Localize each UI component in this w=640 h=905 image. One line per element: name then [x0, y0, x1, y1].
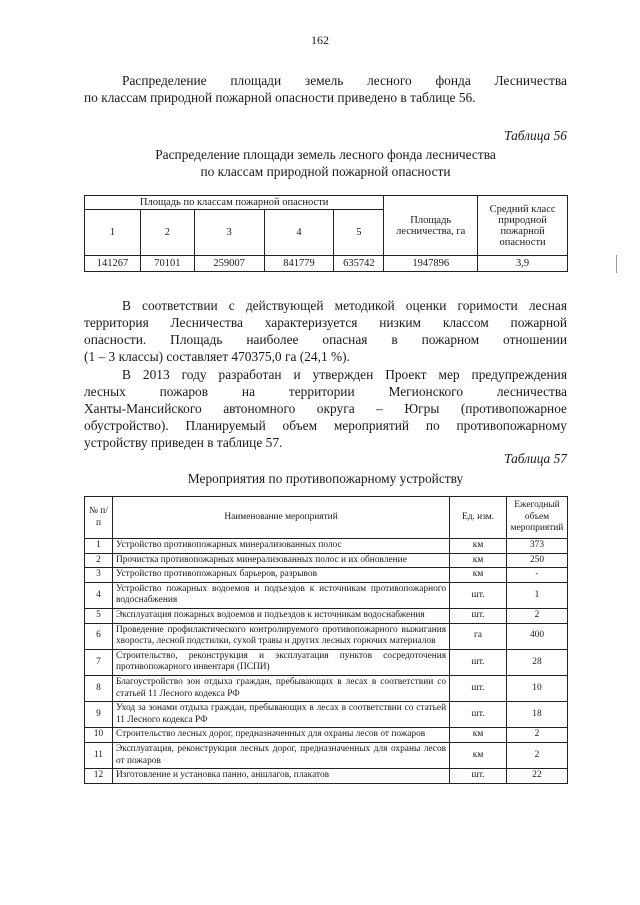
row-unit: шт.	[450, 649, 507, 675]
margin-mark	[616, 255, 617, 273]
row-name: Уход за зонами отдыха граждан, пребывающих в лесах в соответствии со статьей 11 Лесного кодекса РФ	[112, 702, 449, 728]
paragraph-3	[84, 366, 567, 451]
table-cell: 635742	[334, 256, 384, 272]
row-volume: 373	[506, 539, 567, 554]
row-volume: 250	[506, 553, 567, 568]
row-unit: шт.	[450, 702, 507, 728]
table57-name-header: Наименование мероприятий	[112, 497, 449, 539]
row-volume: 10	[506, 675, 567, 701]
row-volume: 28	[506, 649, 567, 675]
table-cell: 3,9	[478, 256, 568, 272]
para2-line-3: опасности. Площадь наиболее опасная в пожарном отношении	[84, 332, 567, 347]
table56-title	[84, 146, 567, 180]
table56-class-header: 2	[140, 210, 194, 256]
table56-class-header: 1	[85, 210, 141, 256]
intro-line-1: Распределение площади земель лесного фонда Лесничества	[122, 73, 567, 88]
table56-title-line-2: по классам природной пожарной опасности	[200, 164, 451, 179]
row-volume: 400	[506, 623, 567, 649]
para3-line-2: лесных пожаров на территории Мегионского лесничества	[84, 384, 567, 399]
row-unit: км	[450, 728, 507, 743]
table-row	[85, 539, 568, 554]
row-unit: га	[450, 623, 507, 649]
table-row	[85, 568, 568, 583]
row-name: Благоустройство зон отдыха граждан, пребывающих в лесах в соответствии со статьей 11 Лесного кодекса РФ	[112, 675, 449, 701]
table56-class-header: 3	[194, 210, 264, 256]
row-number: 4	[85, 582, 113, 608]
table-row	[85, 742, 568, 768]
table-57	[84, 496, 568, 784]
table-cell: 841779	[264, 256, 334, 272]
table57-caption: Таблица 57	[504, 451, 567, 466]
table-row	[85, 769, 568, 784]
para2-line-2: территория Лесничества характеризуется низким классом пожарной	[84, 315, 567, 330]
row-name: Эксплуатация, реконструкция лесных дорог, предназначенных для охраны лесов от пожаров	[112, 742, 449, 768]
row-number: 11	[85, 742, 113, 768]
row-unit: км	[450, 539, 507, 554]
row-name: Проведение профилактического контролируемого противопожарного выжигания хвороста, лесной подстилки, сухой травы и других лесных горючих материалов	[112, 623, 449, 649]
row-number: 3	[85, 568, 113, 583]
table57-volume-header: Ежегодный объем мероприятий	[506, 497, 567, 539]
row-number: 7	[85, 649, 113, 675]
table-cell: 141267	[85, 256, 141, 272]
table-row	[85, 553, 568, 568]
table57-unit-header: Ед. изм.	[450, 497, 507, 539]
table56-title-line-1: Распределение площади земель лесного фонда лесничества	[155, 147, 496, 162]
row-name: Устройство противопожарных барьеров, разрывов	[112, 568, 449, 583]
para3-line-3: Ханты-Мансийского автономного округа – Югры (противопожарное	[84, 401, 567, 416]
row-unit: км	[450, 568, 507, 583]
table-row	[85, 256, 568, 272]
row-unit: шт.	[450, 769, 507, 784]
row-name: Строительство лесных дорог, предназначенных для охраны лесов от пожаров	[112, 728, 449, 743]
table-row	[85, 728, 568, 743]
row-unit: км	[450, 553, 507, 568]
row-number: 12	[85, 769, 113, 784]
intro-paragraph	[84, 72, 567, 106]
table56-avg-header: Средний класс природной пожарной опасности	[478, 196, 568, 256]
table56-caption: Таблица 56	[504, 128, 567, 143]
row-number: 10	[85, 728, 113, 743]
row-number: 6	[85, 623, 113, 649]
row-unit: шт.	[450, 608, 507, 623]
table56-area-header: Площадь лесничества, га	[384, 196, 478, 256]
table57-title: Мероприятия по противопожарному устройству	[187, 471, 464, 486]
row-unit: шт.	[450, 675, 507, 701]
row-unit: шт.	[450, 582, 507, 608]
table-row	[85, 702, 568, 728]
row-name: Устройство противопожарных минерализованных полос	[112, 539, 449, 554]
table56-group-header: Площадь по классам пожарной опасности	[85, 196, 384, 210]
table57-num-header: № п/п	[85, 497, 113, 539]
row-volume: 2	[506, 608, 567, 623]
table-cell: 70101	[140, 256, 194, 272]
row-volume: 1	[506, 582, 567, 608]
table-row	[85, 608, 568, 623]
row-name: Эксплуатация пожарных водоемов и подъездов к источникам водоснабжения	[112, 608, 449, 623]
para3-line-5: устройству приведен в таблице 57.	[84, 435, 283, 450]
para3-line-1: В 2013 году разработан и утвержден Проект мер предупреждения	[122, 367, 567, 382]
table-cell: 1947896	[384, 256, 478, 272]
row-volume: 22	[506, 769, 567, 784]
table-row	[85, 649, 568, 675]
row-number: 9	[85, 702, 113, 728]
row-unit: км	[450, 742, 507, 768]
para2-line-1: В соответствии с действующей методикой оценки горимости лесная	[122, 298, 567, 313]
row-number: 1	[85, 539, 113, 554]
table-row	[85, 623, 568, 649]
para2-line-4: (1 – 3 классы) составляет 470375,0 га (24,1 %).	[84, 349, 350, 364]
table56-class-header: 5	[334, 210, 384, 256]
row-volume: 18	[506, 702, 567, 728]
table56-class-header: 4	[264, 210, 334, 256]
row-number: 2	[85, 553, 113, 568]
paragraph-2	[84, 297, 567, 365]
intro-line-2: по классам природной пожарной опасности приведено в таблице 56.	[84, 90, 476, 105]
table-56	[84, 195, 568, 272]
table-row	[85, 582, 568, 608]
page-number: 162	[311, 33, 329, 47]
row-number: 5	[85, 608, 113, 623]
row-volume: 2	[506, 728, 567, 743]
table-cell: 259007	[194, 256, 264, 272]
row-volume: 2	[506, 742, 567, 768]
table-row	[85, 675, 568, 701]
row-volume: -	[506, 568, 567, 583]
row-number: 8	[85, 675, 113, 701]
row-name: Строительство, реконструкция и эксплуатация пунктов сосредоточения противопожарного инвентаря (ПСПИ)	[112, 649, 449, 675]
row-name: Прочистка противопожарных минерализованных полос и их обновление	[112, 553, 449, 568]
para3-line-4: обустройство). Планируемый объем мероприятий по противопожарному	[84, 418, 567, 433]
row-name: Устройство пожарных водоемов и подъездов к источникам противопожарного водоснабжения	[112, 582, 449, 608]
row-name: Изготовление и установка панно, аншлагов, плакатов	[112, 769, 449, 784]
